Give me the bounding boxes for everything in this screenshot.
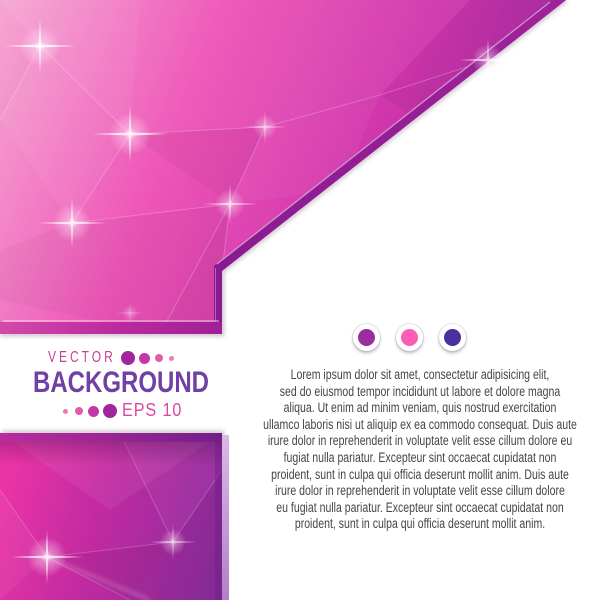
bottom-shape-side-face — [222, 435, 229, 600]
swatch-dot-icon — [401, 329, 418, 346]
logo-eps-label: EPS 10 — [122, 400, 183, 420]
decorative-dot — [169, 356, 174, 361]
decorative-dot — [139, 353, 150, 364]
decorative-dot — [63, 409, 68, 414]
logo-vector-label: VECTOR — [48, 349, 116, 366]
swatch-dot-icon — [444, 329, 461, 346]
swatch-indigo — [439, 324, 466, 351]
body-text-line: proident, sunt in culpa qui officia deserunt mollit anim. — [294, 516, 546, 532]
body-text-line: ullamco laboris nisi ut aliquip ex ea commodo consequat. Duis aute — [263, 416, 577, 432]
swatch-pink — [396, 324, 423, 351]
body-text-line: proident, sunt in culpa qui officia deserunt mollit anim. Duis aute — [271, 466, 569, 482]
body-text-line: irure dolor in reprehenderit in voluptate velit esse cillum dolore eu — [267, 433, 573, 449]
swatch-purple — [353, 324, 380, 351]
decorative-dot — [88, 406, 99, 417]
swatch-dot-icon — [358, 329, 375, 346]
body-text-line: sed do eiusmod tempor incididunt ut labore et dolore magna — [279, 383, 561, 399]
logo-background-label: BACKGROUND — [33, 366, 209, 399]
decorative-dot — [121, 351, 135, 365]
body-text-line: eu fugiat nulla pariatur. Excepteur sint occaecat cupidatat non — [276, 499, 564, 515]
bottom-shape-right-bevel — [215, 433, 222, 600]
decorative-dot — [155, 354, 163, 362]
body-text-line: aliqua. Ut enim ad minim veniam, quis nostrud exercitation — [283, 400, 557, 416]
bottom-shape-top-bevel — [0, 433, 222, 442]
body-text-line: Lorem ipsum dolor sit amet, consectetur adipisicing elit, — [290, 367, 550, 382]
decorative-dot — [75, 407, 83, 415]
body-text — [241, 367, 600, 533]
decorative-dot — [103, 404, 117, 418]
body-text-line: fugiat nulla pariatur. Excepteur sint occaecat cupidatat non — [283, 449, 557, 465]
body-text-line: irure dolor in reprehenderit in voluptate velit esse cillum dolore — [275, 483, 565, 499]
top-shape-bottom-bevel — [0, 322, 222, 334]
